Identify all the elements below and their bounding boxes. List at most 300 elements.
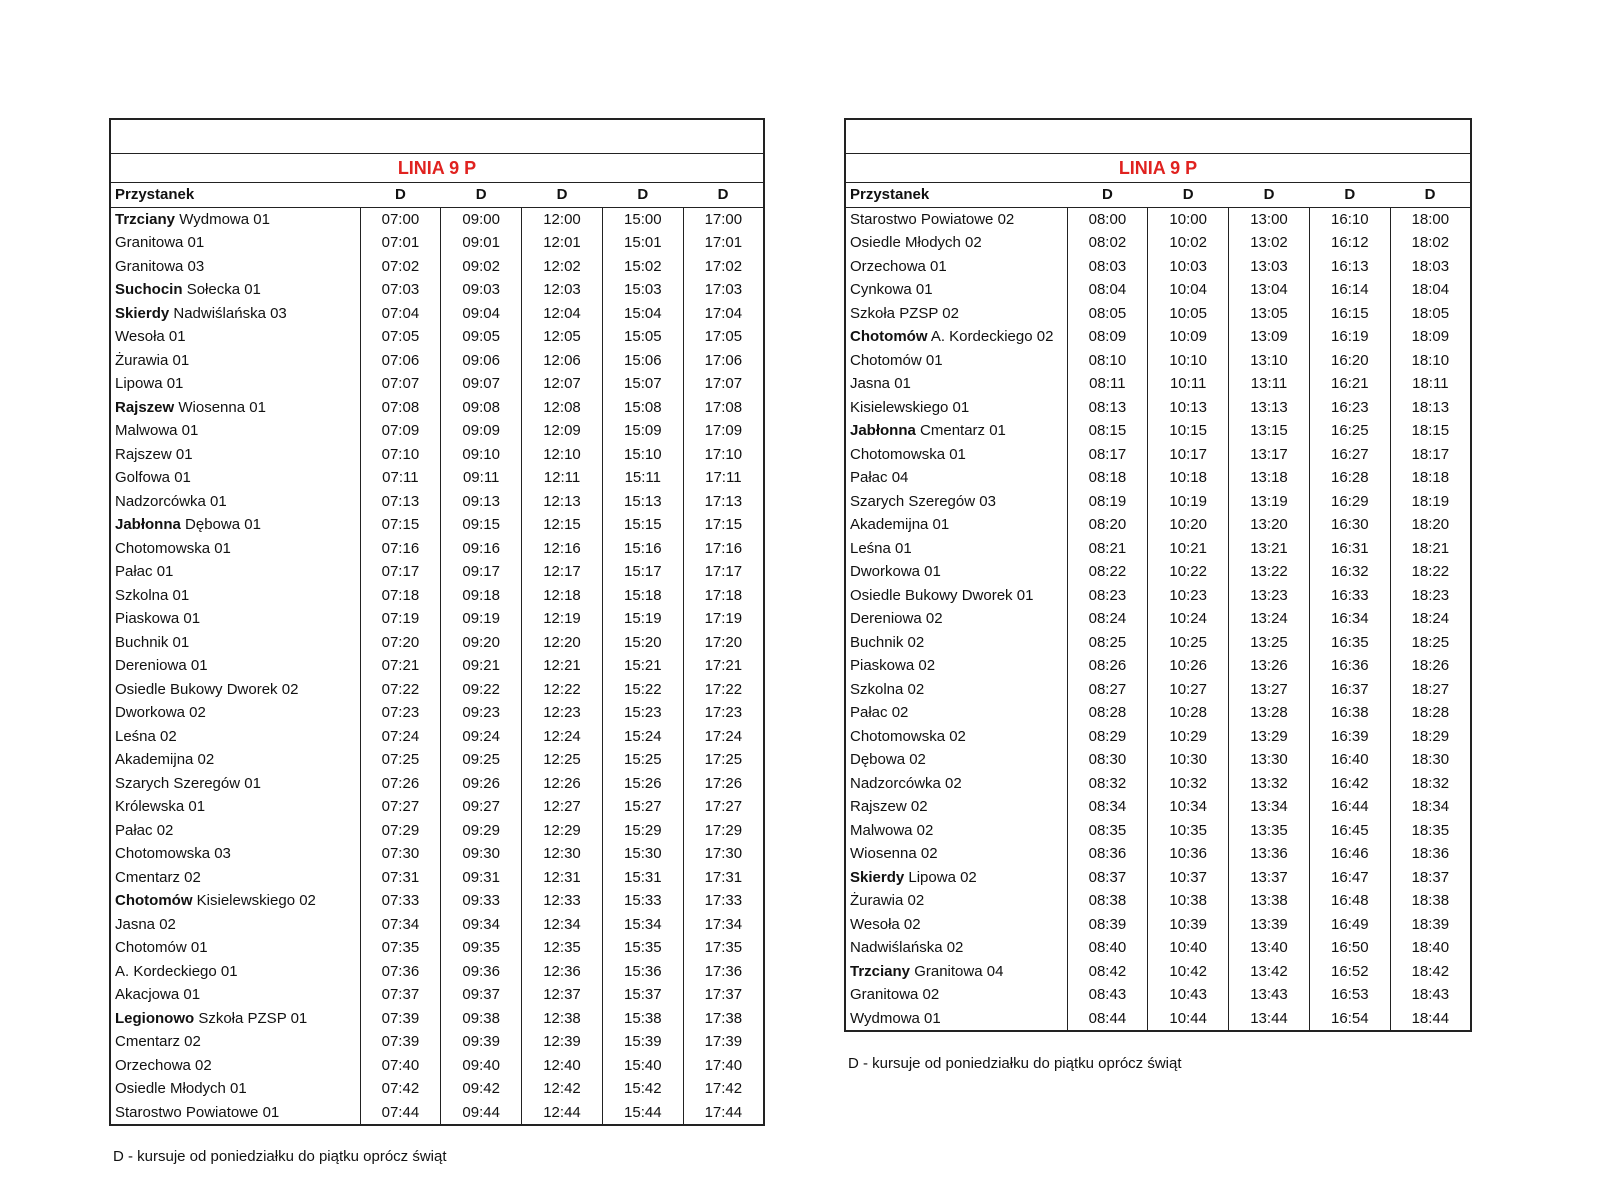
departure-time: 13:15 [1229, 419, 1310, 443]
departure-time: 16:15 [1309, 302, 1390, 326]
table-row [110, 701, 764, 725]
departure-time: 18:30 [1390, 748, 1471, 772]
departure-time: 10:15 [1148, 419, 1229, 443]
departure-time: 07:10 [360, 443, 441, 467]
stop-label: Dębowa 01 [185, 516, 261, 533]
table-row [110, 466, 764, 490]
table-row [110, 325, 764, 349]
departure-time: 13:40 [1229, 936, 1310, 960]
departure-time: 16:50 [1309, 936, 1390, 960]
departure-time: 17:27 [683, 795, 764, 819]
stop-name [845, 819, 1067, 843]
departure-time: 08:43 [1067, 983, 1148, 1007]
stop-label: Jasna 01 [850, 375, 911, 392]
departure-time: 13:35 [1229, 819, 1310, 843]
departure-time: 13:24 [1229, 607, 1310, 631]
departure-time: 13:29 [1229, 725, 1310, 749]
stop-label: Rajszew 02 [850, 798, 928, 815]
stop-name [110, 866, 360, 890]
stop-name [845, 913, 1067, 937]
departure-time: 09:35 [441, 936, 522, 960]
departure-time: 13:43 [1229, 983, 1310, 1007]
departure-time: 10:20 [1148, 513, 1229, 537]
departure-time: 15:35 [602, 936, 683, 960]
departure-time: 13:05 [1229, 302, 1310, 326]
stop-name [845, 889, 1067, 913]
departure-time: 12:11 [522, 466, 603, 490]
table-row [845, 1007, 1471, 1032]
departure-time: 10:04 [1148, 278, 1229, 302]
departure-time: 15:05 [602, 325, 683, 349]
departure-time: 17:18 [683, 584, 764, 608]
table-row [110, 207, 764, 231]
departure-time: 16:27 [1309, 443, 1390, 467]
departure-time: 08:18 [1067, 466, 1148, 490]
blank-row [845, 119, 1471, 154]
departure-time: 16:30 [1309, 513, 1390, 537]
departure-time: 12:39 [522, 1030, 603, 1054]
stop-name [845, 560, 1067, 584]
header-day-type: D [1067, 183, 1148, 208]
departure-time: 12:22 [522, 678, 603, 702]
departure-time: 07:31 [360, 866, 441, 890]
stop-label: Granitowa 03 [115, 257, 205, 275]
departure-time: 16:23 [1309, 396, 1390, 420]
departure-time: 18:40 [1390, 936, 1471, 960]
stop-name [845, 983, 1067, 1007]
departure-time: 16:44 [1309, 795, 1390, 819]
stop-label: Leśna 01 [850, 539, 912, 557]
departure-time: 15:26 [602, 772, 683, 796]
stop-name [845, 866, 1067, 890]
stop-name [845, 255, 1067, 279]
town-name: Jabłonna [850, 422, 916, 439]
departure-time: 09:34 [441, 913, 522, 937]
stop-label: Szkoła PZSP 01 [198, 1009, 308, 1027]
departure-time: 18:22 [1390, 560, 1471, 584]
stop-name [110, 795, 360, 819]
departure-time: 12:26 [522, 772, 603, 796]
stop-name [110, 584, 360, 608]
stop-name [845, 419, 1067, 443]
departure-time: 15:30 [602, 842, 683, 866]
departure-time: 13:34 [1229, 795, 1310, 819]
table-row [845, 960, 1471, 984]
departure-time: 16:45 [1309, 819, 1390, 843]
departure-time: 10:43 [1148, 983, 1229, 1007]
table-row [845, 748, 1471, 772]
departure-time: 15:29 [602, 819, 683, 843]
table-row [845, 866, 1471, 890]
departure-time: 12:27 [522, 795, 603, 819]
departure-time: 07:39 [360, 1030, 441, 1054]
stop-name [845, 443, 1067, 467]
stop-label: Królewska 01 [115, 798, 206, 815]
departure-time: 16:49 [1309, 913, 1390, 937]
departure-time: 08:20 [1067, 513, 1148, 537]
departure-time: 08:34 [1067, 795, 1148, 819]
departure-time: 15:36 [602, 960, 683, 984]
departure-time: 09:18 [441, 584, 522, 608]
departure-time: 07:13 [360, 490, 441, 514]
departure-time: 18:37 [1390, 866, 1471, 890]
departure-time: 15:23 [602, 701, 683, 725]
stop-name [110, 725, 360, 749]
stop-label: Orzechowa 02 [115, 1056, 212, 1074]
stop-label: Dworkowa 01 [850, 563, 941, 580]
stop-name [110, 1077, 360, 1101]
departure-time: 10:38 [1148, 889, 1229, 913]
stop-label: Jasna 02 [115, 915, 176, 933]
table-row [110, 396, 764, 420]
stop-label: Pałac 04 [850, 469, 909, 486]
departure-time: 08:32 [1067, 772, 1148, 796]
departure-time: 17:15 [683, 513, 764, 537]
stop-label: Osiedle Młodych 01 [115, 1080, 247, 1097]
table-row [845, 513, 1471, 537]
table-row [845, 607, 1471, 631]
table-row [110, 889, 764, 913]
table-row [110, 513, 764, 537]
stop-label: Malwowa 01 [115, 422, 199, 439]
departure-time: 10:26 [1148, 654, 1229, 678]
departure-time: 10:28 [1148, 701, 1229, 725]
departure-time: 10:11 [1148, 372, 1229, 396]
departure-time: 13:32 [1229, 772, 1310, 796]
departure-time: 09:37 [441, 983, 522, 1007]
departure-time: 15:31 [602, 866, 683, 890]
departure-time: 08:24 [1067, 607, 1148, 631]
departure-time: 13:18 [1229, 466, 1310, 490]
table-row [110, 960, 764, 984]
departure-time: 09:13 [441, 490, 522, 514]
departure-time: 08:04 [1067, 278, 1148, 302]
departure-time: 08:44 [1067, 1007, 1148, 1032]
departure-time: 07:15 [360, 513, 441, 537]
stop-label: Szarych Szeregów 03 [850, 492, 996, 510]
departure-time: 15:10 [602, 443, 683, 467]
table-row [110, 1007, 764, 1031]
table-row [110, 419, 764, 443]
departure-time: 18:34 [1390, 795, 1471, 819]
departure-time: 08:02 [1067, 231, 1148, 255]
stop-label: Sołecka 01 [186, 281, 261, 298]
departure-time: 13:10 [1229, 349, 1310, 373]
departure-time: 16:32 [1309, 560, 1390, 584]
stop-label: Akacjowa 01 [115, 986, 201, 1003]
departure-time: 16:35 [1309, 631, 1390, 655]
table-row [845, 631, 1471, 655]
departure-time: 17:42 [683, 1077, 764, 1101]
stop-label: Chotomowska 01 [850, 445, 966, 463]
departure-time: 10:39 [1148, 913, 1229, 937]
departure-time: 13:38 [1229, 889, 1310, 913]
table-row [110, 983, 764, 1007]
stop-name [110, 607, 360, 631]
stop-name [110, 819, 360, 843]
stop-name [110, 631, 360, 655]
table-row [845, 795, 1471, 819]
departure-time: 13:23 [1229, 584, 1310, 608]
departure-time: 17:03 [683, 278, 764, 302]
departure-time: 12:25 [522, 748, 603, 772]
departure-time: 17:33 [683, 889, 764, 913]
town-name: Trzciany [850, 962, 911, 980]
stop-label: Buchnik 02 [850, 633, 925, 651]
departure-time: 18:35 [1390, 819, 1471, 843]
stop-label: A. Kordeckiego 01 [115, 962, 238, 980]
departure-time: 17:16 [683, 537, 764, 561]
departure-time: 12:36 [522, 960, 603, 984]
stop-name [110, 1101, 360, 1126]
stop-name [110, 842, 360, 866]
departure-time: 07:44 [360, 1101, 441, 1126]
departure-time: 17:06 [683, 349, 764, 373]
departure-time: 07:20 [360, 631, 441, 655]
departure-time: 17:20 [683, 631, 764, 655]
stop-name [845, 842, 1067, 866]
departure-time: 12:15 [522, 513, 603, 537]
stop-name [110, 678, 360, 702]
departure-time: 18:17 [1390, 443, 1471, 467]
stop-label: Lipowa 02 [908, 868, 977, 886]
departure-time: 09:22 [441, 678, 522, 702]
stop-name [845, 725, 1067, 749]
departure-time: 09:26 [441, 772, 522, 796]
departure-time: 12:21 [522, 654, 603, 678]
departure-time: 13:28 [1229, 701, 1310, 725]
departure-time: 07:29 [360, 819, 441, 843]
departure-time: 15:16 [602, 537, 683, 561]
departure-time: 13:13 [1229, 396, 1310, 420]
header-stop: Przystanek [845, 183, 1067, 208]
departure-time: 09:19 [441, 607, 522, 631]
departure-time: 09:40 [441, 1054, 522, 1078]
departure-time: 09:21 [441, 654, 522, 678]
departure-time: 13:22 [1229, 560, 1310, 584]
stop-label: Akademijna 01 [850, 516, 950, 533]
table-row [845, 983, 1471, 1007]
stop-label: Osiedle Młodych 02 [850, 234, 982, 251]
stop-label: Cmentarz 01 [920, 422, 1006, 439]
departure-time: 13:04 [1229, 278, 1310, 302]
departure-time: 17:00 [683, 207, 764, 231]
departure-time: 08:38 [1067, 889, 1148, 913]
departure-time: 12:35 [522, 936, 603, 960]
departure-time: 12:33 [522, 889, 603, 913]
departure-time: 08:11 [1067, 372, 1148, 396]
stop-name [110, 537, 360, 561]
table-row [110, 1101, 764, 1126]
stop-name [110, 936, 360, 960]
departure-time: 07:01 [360, 231, 441, 255]
departure-time: 13:17 [1229, 443, 1310, 467]
departure-time: 17:05 [683, 325, 764, 349]
header-row [110, 183, 764, 208]
departure-time: 17:08 [683, 396, 764, 420]
stop-name [110, 983, 360, 1007]
stop-label: Wydmowa 01 [179, 210, 270, 228]
table-row [110, 607, 764, 631]
departure-time: 08:21 [1067, 537, 1148, 561]
table-row [110, 819, 764, 843]
departure-time: 09:10 [441, 443, 522, 467]
departure-time: 08:37 [1067, 866, 1148, 890]
departure-time: 07:21 [360, 654, 441, 678]
table-row [845, 889, 1471, 913]
departure-time: 07:04 [360, 302, 441, 326]
stop-name [845, 278, 1067, 302]
departure-time: 17:01 [683, 231, 764, 255]
stop-label: Nadwiślańska 03 [173, 304, 287, 322]
departure-time: 15:19 [602, 607, 683, 631]
departure-time: 12:17 [522, 560, 603, 584]
stop-label: Kisielewskiego 02 [196, 892, 316, 909]
table-row [845, 654, 1471, 678]
stop-label: Akademijna 02 [115, 751, 215, 768]
departure-time: 15:21 [602, 654, 683, 678]
table-row [845, 725, 1471, 749]
departure-time: 07:17 [360, 560, 441, 584]
table-row [845, 678, 1471, 702]
departure-time: 08:10 [1067, 349, 1148, 373]
departure-time: 18:43 [1390, 983, 1471, 1007]
departure-time: 08:22 [1067, 560, 1148, 584]
departure-time: 12:09 [522, 419, 603, 443]
departure-time: 07:06 [360, 349, 441, 373]
table-row [845, 701, 1471, 725]
departure-time: 15:24 [602, 725, 683, 749]
departure-time: 16:29 [1309, 490, 1390, 514]
departure-time: 09:09 [441, 419, 522, 443]
departure-time: 12:01 [522, 231, 603, 255]
header-day-type: D [441, 183, 522, 208]
departure-time: 12:16 [522, 537, 603, 561]
departure-time: 10:25 [1148, 631, 1229, 655]
stop-label: Kisielewskiego 01 [850, 398, 970, 416]
table-row [110, 936, 764, 960]
stop-label: Osiedle Bukowy Dworek 01 [850, 586, 1034, 604]
town-name: Rajszew [115, 398, 175, 416]
departure-time: 10:42 [1148, 960, 1229, 984]
departure-time: 10:18 [1148, 466, 1229, 490]
table-row [845, 490, 1471, 514]
departure-time: 10:21 [1148, 537, 1229, 561]
departure-time: 16:52 [1309, 960, 1390, 984]
departure-time: 16:10 [1309, 207, 1390, 231]
departure-time: 07:23 [360, 701, 441, 725]
stop-label: Piaskowa 02 [850, 657, 936, 674]
departure-time: 15:38 [602, 1007, 683, 1031]
stop-label: Nadzorcówka 02 [850, 774, 962, 792]
departure-time: 07:37 [360, 983, 441, 1007]
departure-time: 08:15 [1067, 419, 1148, 443]
departure-time: 15:20 [602, 631, 683, 655]
departure-time: 10:19 [1148, 490, 1229, 514]
departure-time: 09:05 [441, 325, 522, 349]
departure-time: 17:21 [683, 654, 764, 678]
table-row [845, 842, 1471, 866]
stop-label: Granitowa 04 [914, 962, 1004, 980]
stop-name [110, 560, 360, 584]
departure-time: 10:09 [1148, 325, 1229, 349]
departure-time: 18:32 [1390, 772, 1471, 796]
departure-time: 17:37 [683, 983, 764, 1007]
table-row [110, 654, 764, 678]
stop-label: Dereniowa 02 [850, 610, 943, 627]
departure-time: 07:40 [360, 1054, 441, 1078]
departure-time: 17:04 [683, 302, 764, 326]
table-row [845, 396, 1471, 420]
departure-time: 08:23 [1067, 584, 1148, 608]
stop-label: Szarych Szeregów 01 [115, 774, 261, 792]
stop-label: Leśna 02 [115, 727, 177, 745]
departure-time: 10:30 [1148, 748, 1229, 772]
departure-time: 18:36 [1390, 842, 1471, 866]
departure-time: 12:07 [522, 372, 603, 396]
stop-name [110, 396, 360, 420]
table-row [845, 255, 1471, 279]
departure-time: 18:21 [1390, 537, 1471, 561]
departure-time: 12:08 [522, 396, 603, 420]
departure-time: 09:38 [441, 1007, 522, 1031]
line-title: LINIA 9 P [110, 154, 764, 183]
line-title-row [845, 154, 1471, 183]
departure-time: 09:08 [441, 396, 522, 420]
stop-name [845, 607, 1067, 631]
stop-name [845, 772, 1067, 796]
stop-name [845, 372, 1067, 396]
departure-time: 17:25 [683, 748, 764, 772]
departure-time: 18:10 [1390, 349, 1471, 373]
departure-time: 16:28 [1309, 466, 1390, 490]
table-row [845, 913, 1471, 937]
departure-time: 16:46 [1309, 842, 1390, 866]
table-row [845, 537, 1471, 561]
departure-time: 18:20 [1390, 513, 1471, 537]
table-row [845, 560, 1471, 584]
stop-name [845, 537, 1067, 561]
departure-time: 13:44 [1229, 1007, 1310, 1032]
departure-time: 09:24 [441, 725, 522, 749]
departure-time: 17:44 [683, 1101, 764, 1126]
departure-time: 12:20 [522, 631, 603, 655]
header-stop: Przystanek [110, 183, 360, 208]
stop-label: Piaskowa 01 [115, 610, 201, 627]
stop-name [845, 936, 1067, 960]
departure-time: 18:23 [1390, 584, 1471, 608]
table-row [110, 490, 764, 514]
stop-label: Dereniowa 01 [115, 657, 208, 674]
table-row [110, 913, 764, 937]
header-day-type: D [1309, 183, 1390, 208]
departure-time: 15:04 [602, 302, 683, 326]
departure-time: 08:09 [1067, 325, 1148, 349]
departure-time: 12:13 [522, 490, 603, 514]
stop-label: Nadzorcówka 01 [115, 492, 227, 510]
stop-label: Chotomowska 03 [115, 845, 231, 862]
stop-label: Dworkowa 02 [115, 704, 206, 721]
stop-name [845, 960, 1067, 984]
town-name: Chotomów [850, 328, 928, 345]
departure-time: 07:35 [360, 936, 441, 960]
line-title: LINIA 9 P [845, 154, 1471, 183]
departure-time: 13:09 [1229, 325, 1310, 349]
stop-label: Nadwiślańska 02 [850, 939, 964, 956]
departure-time: 10:29 [1148, 725, 1229, 749]
stop-name [110, 325, 360, 349]
departure-time: 09:06 [441, 349, 522, 373]
